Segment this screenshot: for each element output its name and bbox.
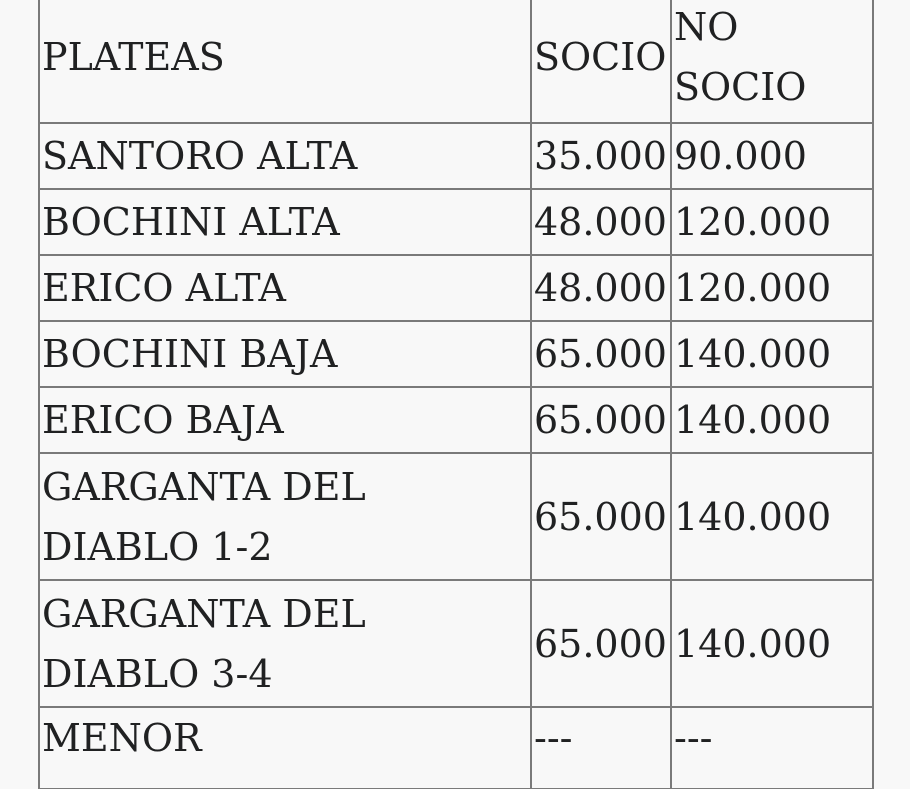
- header-no-socio: [671, 0, 873, 123]
- platea-cell: SANTORO ALTA: [39, 123, 531, 189]
- socio-price-cell: 65.000: [531, 453, 671, 580]
- socio-price-cell: 65.000: [531, 387, 671, 453]
- platea-cell: BOCHINI BAJA: [39, 321, 531, 387]
- table-row: [39, 707, 873, 789]
- socio-price-cell: 48.000: [531, 189, 671, 255]
- no-socio-price-cell: 90.000: [671, 123, 873, 189]
- no-socio-price-cell: 140.000: [671, 453, 873, 580]
- platea-cell: GARGANTA DEL DIABLO 1-2: [39, 453, 531, 580]
- header-no-socio-line1: NO: [674, 5, 739, 49]
- platea-cell: MENOR: [39, 707, 531, 789]
- platea-cell: GARGANTA DEL DIABLO 3-4: [39, 580, 531, 707]
- table-row: [39, 123, 873, 189]
- socio-price-cell: 65.000: [531, 321, 671, 387]
- platea-cell: ERICO BAJA: [39, 387, 531, 453]
- price-table: [38, 0, 874, 789]
- socio-price-cell: 35.000: [531, 123, 671, 189]
- platea-cell: BOCHINI ALTA: [39, 189, 531, 255]
- header-no-socio-line2: SOCIO: [674, 65, 807, 109]
- table-row: [39, 255, 873, 321]
- table-row: [39, 580, 873, 707]
- table-header-row: [39, 0, 873, 123]
- no-socio-price-cell: 140.000: [671, 580, 873, 707]
- table-row: [39, 453, 873, 580]
- header-socio: SOCIO: [531, 0, 671, 123]
- socio-price-cell: 65.000: [531, 580, 671, 707]
- header-plateas: PLATEAS: [39, 0, 531, 123]
- socio-price-cell: ---: [531, 707, 671, 789]
- no-socio-price-cell: 140.000: [671, 321, 873, 387]
- no-socio-price-cell: ---: [671, 707, 873, 789]
- no-socio-price-cell: 120.000: [671, 255, 873, 321]
- no-socio-price-cell: 140.000: [671, 387, 873, 453]
- no-socio-price-cell: 120.000: [671, 189, 873, 255]
- socio-price-cell: 48.000: [531, 255, 671, 321]
- table-row: [39, 387, 873, 453]
- table-row: [39, 189, 873, 255]
- platea-cell: ERICO ALTA: [39, 255, 531, 321]
- table-row: [39, 321, 873, 387]
